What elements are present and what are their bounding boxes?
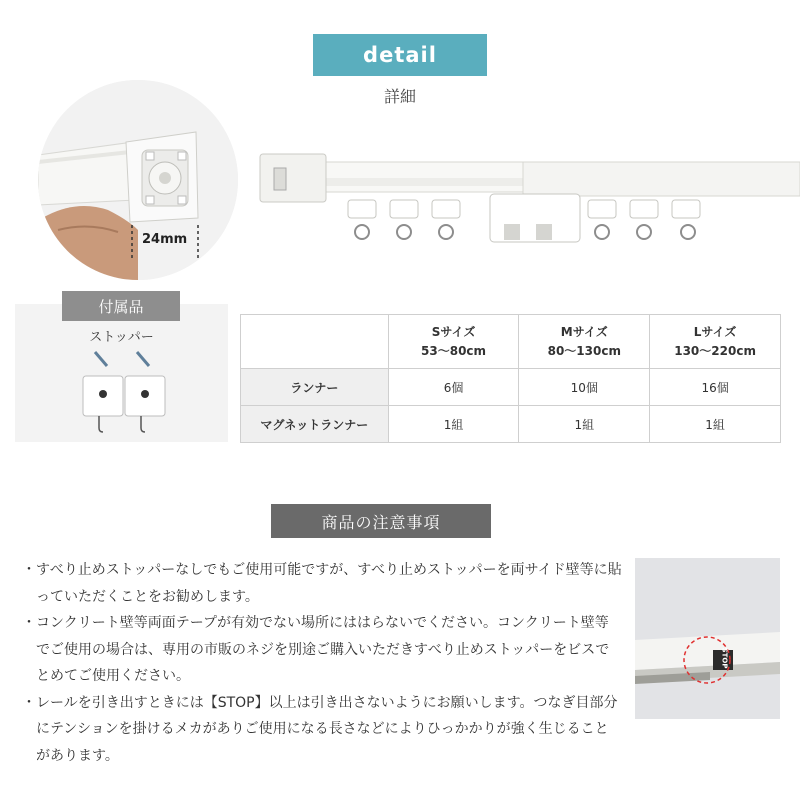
curtain-rail-image [258, 150, 800, 250]
list-item [22, 610, 622, 690]
accessory-tag: 付属品 [62, 291, 180, 321]
table-cell: 1組 [388, 406, 519, 443]
dimension-label: 24mm [142, 232, 188, 247]
column-name: Lサイズ [693, 324, 737, 339]
bullet: ・ [22, 694, 36, 711]
table-row [241, 369, 781, 406]
detail-banner: detail [313, 34, 487, 76]
row-label-magnet-runner: マグネットランナー [241, 406, 389, 443]
stop-rail-illustration [635, 558, 780, 719]
table-cell: 10個 [519, 369, 650, 406]
table-cell: 1組 [519, 406, 650, 443]
stop-mark-photo [635, 558, 780, 719]
table-cell: 6個 [388, 369, 519, 406]
stopper-image [77, 346, 187, 436]
column-range: 80〜130cm [547, 343, 621, 358]
stop-label: STOP [720, 647, 729, 669]
column-header-s [388, 315, 519, 369]
table-row [241, 406, 781, 443]
list-item [22, 690, 622, 770]
list-item [22, 557, 622, 610]
notes-list [22, 557, 622, 769]
table-corner-cell [241, 315, 389, 369]
detail-subtitle: 詳細 [383, 87, 416, 106]
table-cell: 1組 [650, 406, 781, 443]
column-name: Sサイズ [431, 324, 476, 339]
column-header-m [519, 315, 650, 369]
notes-tag: 商品の注意事項 [271, 504, 491, 538]
table-header-row [241, 315, 781, 369]
stopper-label: ストッパー [89, 330, 154, 345]
bullet: ・ [22, 615, 36, 631]
size-spec-table [240, 314, 781, 443]
accessory-panel [15, 304, 228, 442]
column-range: 53〜80cm [421, 343, 487, 358]
note-text: すべり止めストッパーなしでもご使用可能ですが、すべり止めストッパーを両サイド壁等に貼っていただくことをお勧めします。 [36, 562, 622, 605]
column-name: Mサイズ [560, 324, 608, 339]
note-text: レールを引き出すときには【STOP】以上は引き出さないようにお願いします。つなぎ目部分にテンションを掛けるメカがありご使用になる長さなどによりひっかかりが強く生じることがあります。 [36, 694, 618, 764]
column-range: 130〜220cm [674, 343, 756, 358]
table-cell: 16個 [650, 369, 781, 406]
row-label-runner: ランナー [241, 369, 389, 406]
end-cap-closeup-image [38, 80, 238, 280]
bullet: ・ [22, 562, 36, 578]
column-header-l [650, 315, 781, 369]
end-cap-illustration [38, 80, 238, 280]
note-text: コンクリート壁等両面テープが有効でない場所にははらないでください。コンクリート壁等でご使用の場合は、専用の市販のネジを別途ご購入いただきすべり止めストッパーをビスでとめてご使用ください。 [36, 615, 610, 684]
